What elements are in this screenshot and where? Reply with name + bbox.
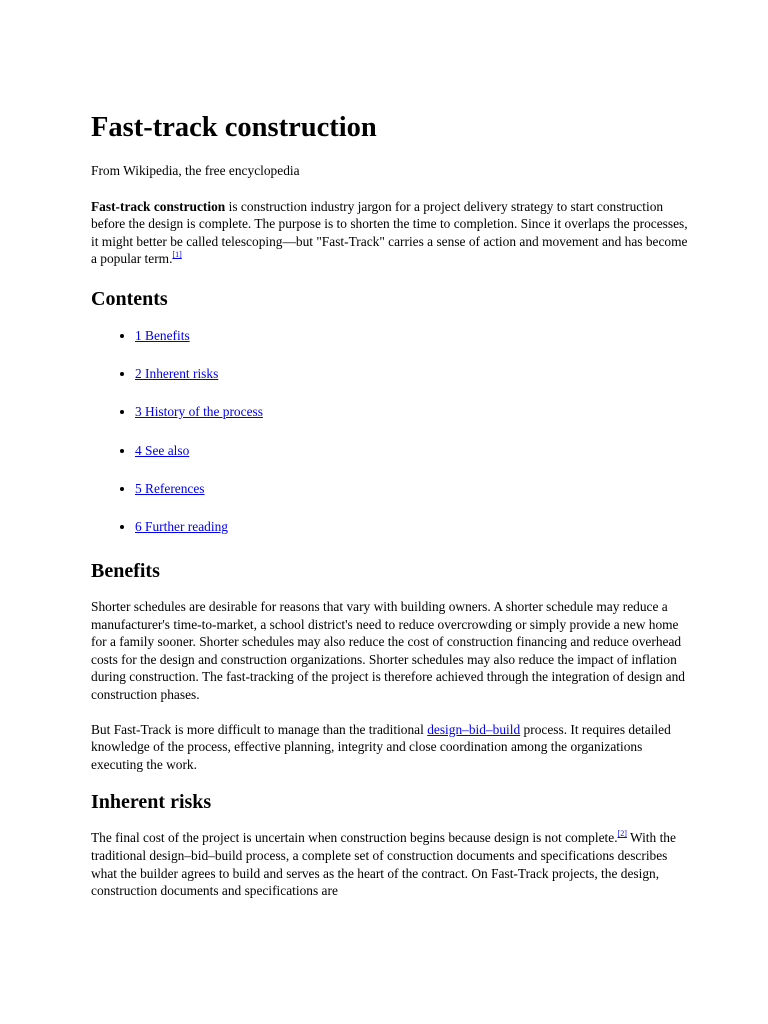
toc-item-further-reading <box>135 518 689 556</box>
toc-link-references[interactable]: 5 References <box>135 480 205 496</box>
inherent-risks-heading: Inherent risks <box>91 791 212 814</box>
benefits-heading: Benefits <box>91 560 160 583</box>
inherent-risks-paragraph <box>91 829 689 899</box>
reference-link-2[interactable]: [2] <box>617 829 627 839</box>
article-content <box>91 110 689 900</box>
toc-item-inherent-risks <box>135 365 689 403</box>
toc-link-further-reading[interactable]: 6 Further reading <box>135 518 228 534</box>
intro-bold-term: Fast-track construction <box>91 198 226 214</box>
tagline: From Wikipedia, the free encyclopedia <box>91 163 300 178</box>
risks-text-before: The final cost of the project is uncertain when construction begins because design is not complete. <box>91 830 618 846</box>
contents-heading: Contents <box>91 287 168 310</box>
toc-item-references <box>135 480 689 518</box>
table-of-contents <box>91 327 689 556</box>
toc-link-benefits[interactable]: 1 Benefits <box>135 327 190 343</box>
intro-paragraph <box>91 198 689 268</box>
toc-link-history[interactable]: 3 History of the process <box>135 404 263 420</box>
toc-link-see-also[interactable]: 4 See also <box>135 442 190 458</box>
toc-item-see-also <box>135 442 689 480</box>
benefits-paragraph-1: Shorter schedules are desirable for reasons that vary with building owners. A shorter schedule may reduce a manufacturer's time-to-market, a school district's need to reduce overcrowding or simply provide a new home for a family sooner. Shorter schedules may also reduce the cost of construction financing and reduce overhead costs for the design and construction organizations. Shorter schedules may also reduce the impact of inflation during construction. The fast-tracking of the project is therefore achieved through the integration of design and construction phases. <box>91 599 685 703</box>
risks-text-after: With the traditional design–bid–build process, a complete set of construction documents and specifications describes what the builder agrees to build and serves as the heart of the contract. On Fast-Track projects, the design, construction documents and specifications are <box>91 830 676 899</box>
benefits-p2-text-before: But Fast-Track is more difficult to manage than the traditional <box>91 721 428 737</box>
toc-item-benefits <box>135 327 689 365</box>
benefits-paragraph-2 <box>91 721 689 774</box>
intro-text: is construction industry jargon for a project delivery strategy to start construction before the design is complete. The purpose is to shorten the time to completion. Since it overlaps the processes, it might better be called telescoping—but "Fast-Track" carries a sense of action and movement and has become a popular term. <box>91 198 688 267</box>
reference-link-1[interactable]: [1] <box>172 250 182 260</box>
page-title: Fast-track construction <box>91 112 377 143</box>
benefits-p2-text-after: process. It requires detailed knowledge of the process, effective planning, integrity and close coordination among the organizations executing the work. <box>91 721 671 772</box>
design-bid-build-link[interactable]: design–bid–build <box>427 721 521 737</box>
toc-item-history <box>135 403 689 441</box>
toc-link-inherent-risks[interactable]: 2 Inherent risks <box>135 366 219 382</box>
